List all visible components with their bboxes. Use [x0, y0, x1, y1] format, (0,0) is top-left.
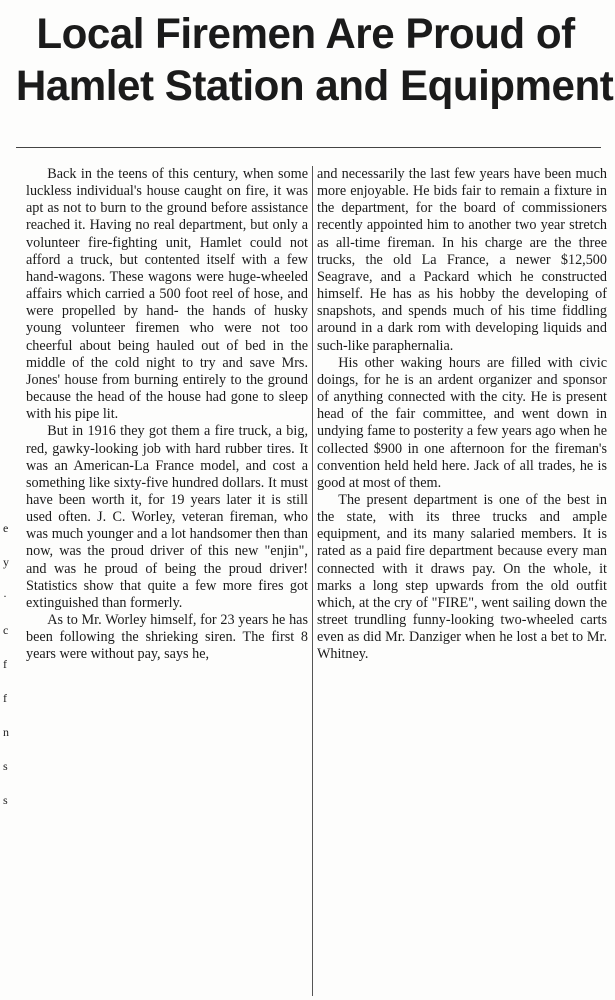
article-column-right	[317, 166, 607, 664]
margin-fragment: s	[3, 759, 8, 773]
margin-fragment: ·	[3, 589, 7, 603]
margin-fragment: n	[3, 725, 9, 739]
headline-rule	[16, 147, 601, 148]
article-paragraph: His other waking hours are filled with civic doings, for he is an ardent organizer and sponsor of anything connected with the city. He is present head of the fair committee, and went down in undying fame to posterity a few years ago when he collected $900 in one afternoon for the fireman's convention held held here. Jack of all trades, he is good at most of them.	[317, 354, 607, 491]
margin-fragment: f	[3, 691, 7, 705]
margin-fragment: y	[3, 555, 9, 569]
article-paragraph: and necessarily the last few years have been much more enjoyable. He bids fair to remain a fixture in the department, for the board of commissioners recently appointed him to another two year stretch as all-time fireman. In his charge are the three trucks, the old La France, a newer $12,500 Seagrave, and a Packard which he constructed himself. He has as his hobby the developing of snapshots, and spends much of his time fiddling around in a dark rom with developing liquids and such-like paraphernalia.	[317, 166, 607, 354]
headline-line-1: Local Firemen Are Proud of	[36, 10, 575, 58]
margin-fragment: s	[3, 793, 8, 807]
margin-fragment: e	[3, 521, 9, 535]
headline	[15, 8, 614, 112]
article-column-left	[26, 166, 308, 664]
margin-fragment: f	[3, 657, 7, 671]
column-divider	[312, 166, 313, 996]
cropped-adjacent-column	[0, 520, 14, 826]
article-paragraph: But in 1916 they got them a fire truck, a big, red, gawky-looking job with hard rubber tires. It was an American-La France model, and cost a something like sixty-five hundred dollars. It must have been worth it, for 19 years later it is still used often. J. C. Worley, veteran fireman, who was much younger and a lot handsomer then than now, was the proud driver of this new "enjin", and was he proud of being the proud driver! Statistics show that quite a few more fires got extinguished than formerly.	[26, 423, 308, 611]
headline-line-2: Hamlet Station and Equipment	[15, 62, 614, 110]
article-paragraph: As to Mr. Worley himself, for 23 years he has been following the shrieking siren. The first 8 years were without pay, says he,	[26, 612, 308, 663]
article-paragraph: The present department is one of the best in the state, with its three trucks and ample equipment, and its many salaried members. It is rated as a paid fire department because every man connected with it draws pay. On the whole, it marks a long step upwards from the old outfit which, at the cry of "FIRE", went sailing down the street trundling funny-looking two-wheeled carts even as did Mr. Danziger when he lost a bet to Mr. Whitney.	[317, 491, 607, 663]
margin-fragment: c	[3, 623, 9, 637]
article-paragraph: Back in the teens of this century, when some luckless individual's house caught on fire, it was apt as not to burn to the ground before assistance reached it. Having no real department, but only a volunteer fire-fighting unit, Hamlet could not afford a truck, but contented itself with a few hand-wagons. These wagons were huge-wheeled affairs which carried a 500 foot reel of hose, and were propelled by hand- the hands of husky young volunteer firemen who were not too cheerful about being hauled out of bed in the middle of the cold night to try and save Mrs. Jones' house from burning entirely to the ground because the head of the house had gone to sleep with his pipe lit.	[26, 166, 308, 423]
